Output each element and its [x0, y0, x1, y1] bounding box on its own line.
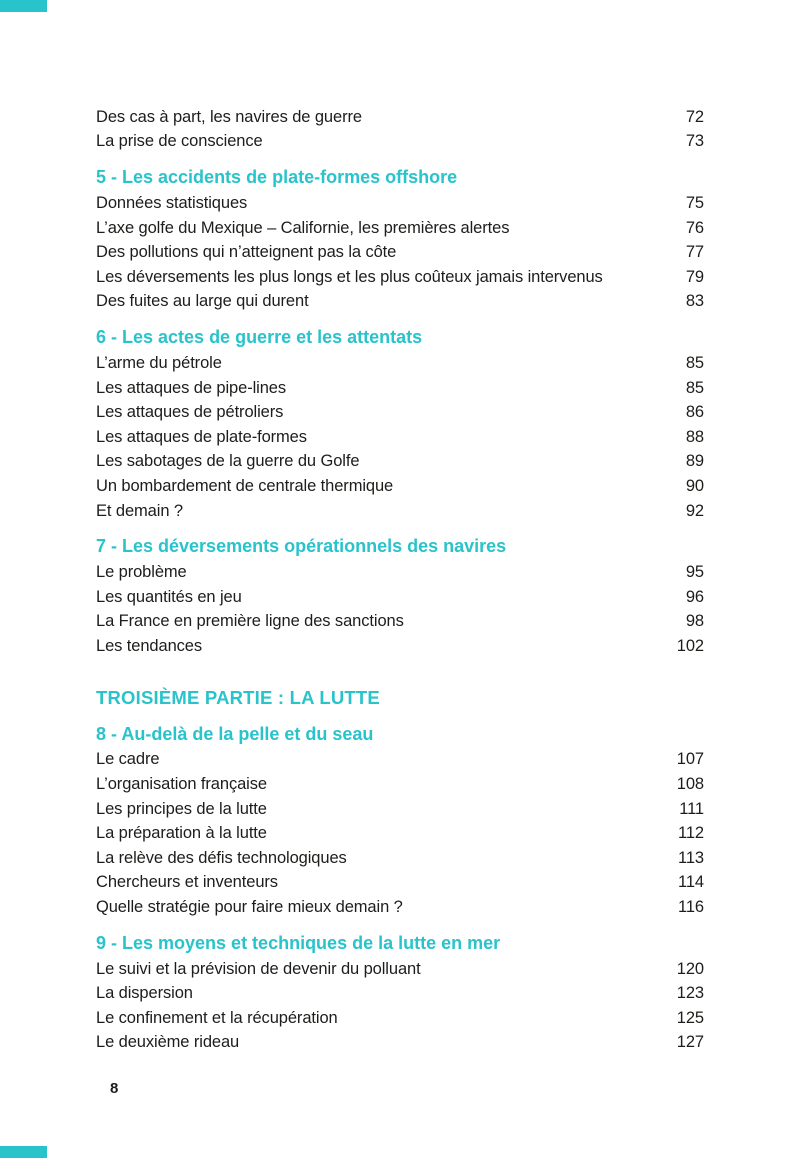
toc-entry-label: Les sabotages de la guerre du Golfe: [96, 452, 360, 471]
toc-entry-page-number: 108: [676, 775, 704, 794]
toc-entry-label: Les attaques de pétroliers: [96, 403, 284, 422]
toc-entry-row: [96, 895, 704, 920]
toc-entry-row: [96, 240, 704, 265]
toc-entry-label: Les déversements les plus longs et les plus coûteux jamais intervenus: [96, 267, 603, 286]
toc-entry-row: [96, 821, 704, 846]
toc-entry-row: [96, 748, 704, 773]
toc-entry-page-number: 111: [679, 799, 704, 818]
toc-entry-row: [96, 376, 704, 401]
toc-entry-page-number: 123: [676, 984, 704, 1003]
toc-entry-page-number: 83: [685, 292, 704, 311]
toc-entry-row: [96, 871, 704, 896]
toc-entry-page-number: 92: [685, 501, 704, 520]
toc-entry-page-number: 116: [677, 898, 704, 917]
table-of-contents: [96, 105, 704, 1101]
toc-entry-page-number: 98: [685, 612, 704, 631]
toc-entry-label: La prise de conscience: [96, 132, 263, 151]
toc-entry-label: Données statistiques: [96, 193, 248, 212]
toc-entry-label: Le problème: [96, 563, 187, 582]
toc-entry-page-number: 90: [685, 476, 704, 495]
toc-entry-row: [96, 846, 704, 871]
toc-entry-row: [96, 610, 704, 635]
toc-entry-page-number: 72: [685, 107, 704, 126]
toc-entry-row: [96, 105, 704, 130]
chapter-heading: 9 - Les moyens et techniques de la lutte en mer: [96, 932, 501, 953]
toc-entry-row: [96, 216, 704, 241]
toc-entry-page-number: 113: [677, 848, 704, 867]
toc-entry-page-number: 112: [677, 824, 704, 843]
toc-entry-page-number: 96: [685, 587, 704, 606]
toc-entry-label: L’axe golfe du Mexique – Californie, les premières alertes: [96, 218, 510, 237]
toc-entry-page-number: 89: [685, 452, 704, 471]
toc-entry-row: [96, 290, 704, 315]
toc-entry-page-number: 107: [676, 750, 704, 769]
toc-entry-label: Quelle stratégie pour faire mieux demain ?: [96, 898, 403, 917]
toc-entry-row: [96, 474, 704, 499]
toc-entry-row: [96, 634, 704, 659]
toc-entry-page-number: 127: [676, 1033, 704, 1052]
chapter-heading: 6 - Les actes de guerre et les attentats: [96, 327, 423, 348]
toc-entry-row: [96, 130, 704, 155]
toc-entry-page-number: 95: [685, 563, 704, 582]
toc-entry-label: L’organisation française: [96, 775, 267, 794]
toc-entry-row: [96, 585, 704, 610]
toc-entry-label: Les quantités en jeu: [96, 587, 242, 606]
toc-entry-label: La préparation à la lutte: [96, 824, 267, 843]
toc-entry-label: Le confinement et la récupération: [96, 1008, 338, 1027]
part-heading: TROISIÈME PARTIE : LA LUTTE: [96, 686, 380, 708]
toc-entry-row: [96, 351, 704, 376]
toc-entry-label: Les tendances: [96, 636, 203, 655]
toc-entry-row: [96, 1031, 704, 1056]
bottom-bleed-mark: [0, 1146, 47, 1158]
toc-entry-label: Le cadre: [96, 750, 160, 769]
toc-entry-label: Le suivi et la prévision de devenir du polluant: [96, 959, 421, 978]
toc-entry-label: Chercheurs et inventeurs: [96, 873, 278, 892]
toc-entry-page-number: 73: [685, 132, 704, 151]
toc-entry-row: [96, 450, 704, 475]
chapter-heading: 5 - Les accidents de plate-formes offshore: [96, 167, 458, 188]
toc-entry-label: Un bombardement de centrale thermique: [96, 476, 394, 495]
toc-entry-page-number: 75: [685, 193, 704, 212]
toc-entry-row: [96, 499, 704, 524]
toc-entry-label: Les attaques de plate-formes: [96, 427, 307, 446]
toc-entry-page-number: 102: [676, 636, 704, 655]
toc-entry-page-number: 120: [676, 959, 704, 978]
toc-entry-row: [96, 1006, 704, 1031]
toc-entry-page-number: 125: [676, 1008, 704, 1027]
toc-entry-row: [96, 772, 704, 797]
toc-entry-label: Des pollutions qui n’atteignent pas la côte: [96, 243, 397, 262]
toc-entry-row: [96, 560, 704, 585]
toc-entry-page-number: 79: [685, 267, 704, 286]
chapter-heading: 7 - Les déversements opérationnels des navires: [96, 536, 507, 557]
toc-entry-label: La dispersion: [96, 984, 193, 1003]
page-number: 8: [110, 1080, 119, 1098]
toc-entry-row: [96, 957, 704, 982]
toc-entry-label: La France en première ligne des sanctions: [96, 612, 404, 631]
toc-entry-label: Les attaques de pipe-lines: [96, 378, 287, 397]
toc-entry-label: L’arme du pétrole: [96, 353, 222, 372]
toc-entry-row: [96, 191, 704, 216]
toc-entry-row: [96, 797, 704, 822]
top-bleed-mark: [0, 0, 47, 12]
toc-entry-row: [96, 425, 704, 450]
toc-entry-page-number: 77: [685, 243, 704, 262]
toc-entry-row: [96, 265, 704, 290]
toc-entry-label: Les principes de la lutte: [96, 799, 267, 818]
toc-entry-page-number: 86: [685, 403, 704, 422]
toc-entry-page-number: 85: [685, 353, 704, 372]
toc-entry-page-number: 88: [685, 427, 704, 446]
toc-entry-page-number: 85: [685, 378, 704, 397]
toc-list: [96, 105, 704, 1055]
toc-entry-page-number: 114: [677, 873, 704, 892]
toc-entry-label: La relève des défis technologiques: [96, 848, 347, 867]
toc-entry-label: Le deuxième rideau: [96, 1033, 240, 1052]
toc-entry-label: Des cas à part, les navires de guerre: [96, 107, 362, 126]
toc-entry-row: [96, 981, 704, 1006]
toc-entry-label: Des fuites au large qui durent: [96, 292, 309, 311]
toc-entry-label: Et demain ?: [96, 501, 183, 520]
chapter-heading: 8 - Au-delà de la pelle et du seau: [96, 723, 374, 744]
toc-entry-page-number: 76: [685, 218, 704, 237]
toc-entry-row: [96, 400, 704, 425]
